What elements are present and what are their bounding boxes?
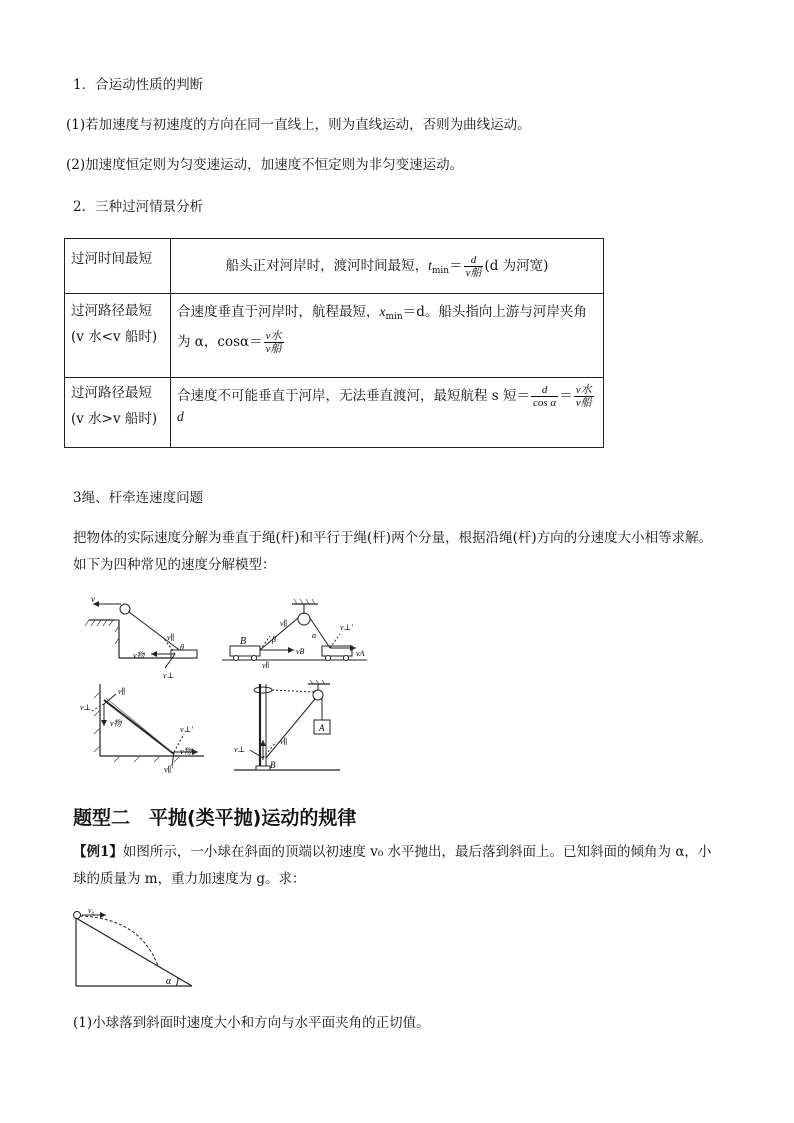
label-v: v — [91, 594, 95, 604]
row3-frac2-den: v船 — [575, 397, 592, 409]
label-v-par-cart: v∥ — [280, 619, 288, 628]
label-alpha-cart: α — [312, 631, 317, 640]
example-tag: 【例1】 — [73, 844, 123, 860]
row1-frac-den: v船 — [465, 266, 482, 279]
row3-fraction1 — [531, 384, 558, 409]
label-v-perp-prime: v⊥' — [340, 623, 353, 632]
label-v-par-bottom: v∥ — [262, 661, 270, 668]
diagram-ring-pole-block — [230, 680, 345, 774]
row2-eq-d: ＝d。船头指向上游与河岸夹角 — [402, 304, 587, 320]
label-v-perp-rod: v⊥ — [80, 703, 92, 712]
section2-heading: 2．三种过河情景分析 — [73, 199, 204, 215]
row1-label — [65, 239, 171, 294]
label-v-par-prime: v∥' — [164, 765, 173, 774]
row3-eq: ＝ — [559, 388, 573, 404]
section1-heading: 1．合运动性质的判断 — [73, 77, 204, 93]
row2-text2: 为 α，cosα＝ — [177, 334, 263, 350]
label-v-obj: v物 — [133, 651, 145, 660]
label-vA: vA — [356, 649, 365, 658]
row1-content — [171, 239, 604, 294]
row3-frac1-den: cos α — [533, 397, 557, 409]
row2-label-line1: 过河路径最短 — [71, 303, 152, 319]
row3-label — [65, 378, 171, 448]
label-v-perp-ring: v⊥ — [234, 745, 246, 754]
row3-text: 合速度不可能垂直于河岸，无法垂直渡河，最短航程 s 短＝ — [177, 388, 531, 404]
row3-fraction2 — [574, 384, 594, 409]
label-v-perp: v⊥ — [163, 671, 175, 680]
row2-frac-den: v船 — [265, 343, 282, 355]
row3-frac2-num: v水 — [575, 384, 592, 396]
label-v-par-ring: v∥ — [280, 737, 288, 746]
row1-fraction — [464, 254, 484, 279]
table-row — [65, 239, 604, 294]
label-A: A — [319, 723, 325, 733]
row2-content — [171, 294, 604, 378]
table-row — [65, 294, 604, 378]
row1-tail: (d 为河宽) — [484, 257, 549, 274]
section1-line1: (1)若加速度与初速度的方向在同一直线上，则为直线运动，否则为曲线运动。 — [66, 117, 531, 133]
row1-var-sub: min — [431, 265, 450, 276]
row3-content — [171, 378, 604, 448]
row2-frac-num: v水 — [265, 330, 282, 342]
river-crossing-table — [64, 238, 604, 448]
row1-label-text: 过河时间最短 — [71, 251, 152, 267]
row1-var: t — [428, 257, 432, 273]
example1-text1: 如图所示，一小球在斜面的顶端以初速度 v₀ 水平抛出，最后落到斜面上。已知斜面的倾角为 α，小 — [122, 844, 712, 860]
label-beta: β — [272, 635, 276, 644]
question1: (1)小球落到斜面时速度大小和方向与水平面夹角的正切值。 — [73, 1015, 430, 1031]
example1-line1 — [73, 843, 711, 861]
row2-var-sub: min — [385, 312, 403, 322]
label-theta: θ — [180, 643, 184, 652]
example1-line2: 球的质量为 m，重力加速度为 g。求： — [73, 871, 306, 887]
row1-frac-num: d — [464, 254, 484, 267]
row2-label — [65, 294, 171, 378]
label-v-par: v∥ — [167, 633, 175, 642]
label-v-par-rod: v∥ — [118, 687, 126, 696]
diagram-rope-pulley-block — [85, 592, 205, 682]
incline-figure — [70, 906, 198, 992]
diagram-two-carts — [222, 596, 367, 668]
row1-eq: ＝ — [449, 257, 463, 274]
section1-line2: (2)加速度恒定则为匀变速运动，加速度不恒定则为非匀变速运动。 — [66, 157, 464, 173]
row2-var: x — [379, 304, 386, 319]
label-v-obj-rod: v物 — [110, 719, 122, 728]
label-v-perp-prime-rod: v⊥' — [180, 725, 193, 734]
table-row — [65, 378, 604, 448]
topic2-heading: 题型二 平抛(类平抛)运动的规律 — [73, 807, 357, 829]
section3-para1: 把物体的实际速度分解为垂直于绳(杆)和平行于绳(杆)两个分量，根据沿绳(杆)方向的分速度大小相等求解。 — [73, 530, 713, 546]
row3-label-line2: (v 水>v 船时) — [71, 411, 158, 427]
row3-label-line1: 过河路径最短 — [71, 385, 152, 401]
fig-v0: v₀ — [88, 906, 95, 915]
row3-tail: d — [177, 409, 184, 424]
diagram-sliding-rod — [80, 682, 210, 774]
fig-alpha: α — [166, 976, 172, 987]
row2-text1: 合速度垂直于河岸时，航程最短， — [177, 304, 380, 320]
label-v-obj-prime: v物' — [180, 747, 194, 756]
section3-para2: 如下为四种常见的速度分解模型： — [73, 557, 276, 573]
row3-frac1-num: d — [531, 384, 558, 397]
label-vB: vB — [296, 647, 305, 656]
row1-text: 船头正对河岸时，渡河时间最短， — [225, 257, 429, 274]
section3-heading: 3绳、杆牵连速度问题 — [73, 490, 204, 506]
label-B: B — [240, 636, 247, 647]
label-B-ring: B — [270, 760, 276, 770]
row2-label-line2: (v 水<v 船时) — [71, 329, 158, 345]
row2-fraction — [264, 330, 284, 355]
